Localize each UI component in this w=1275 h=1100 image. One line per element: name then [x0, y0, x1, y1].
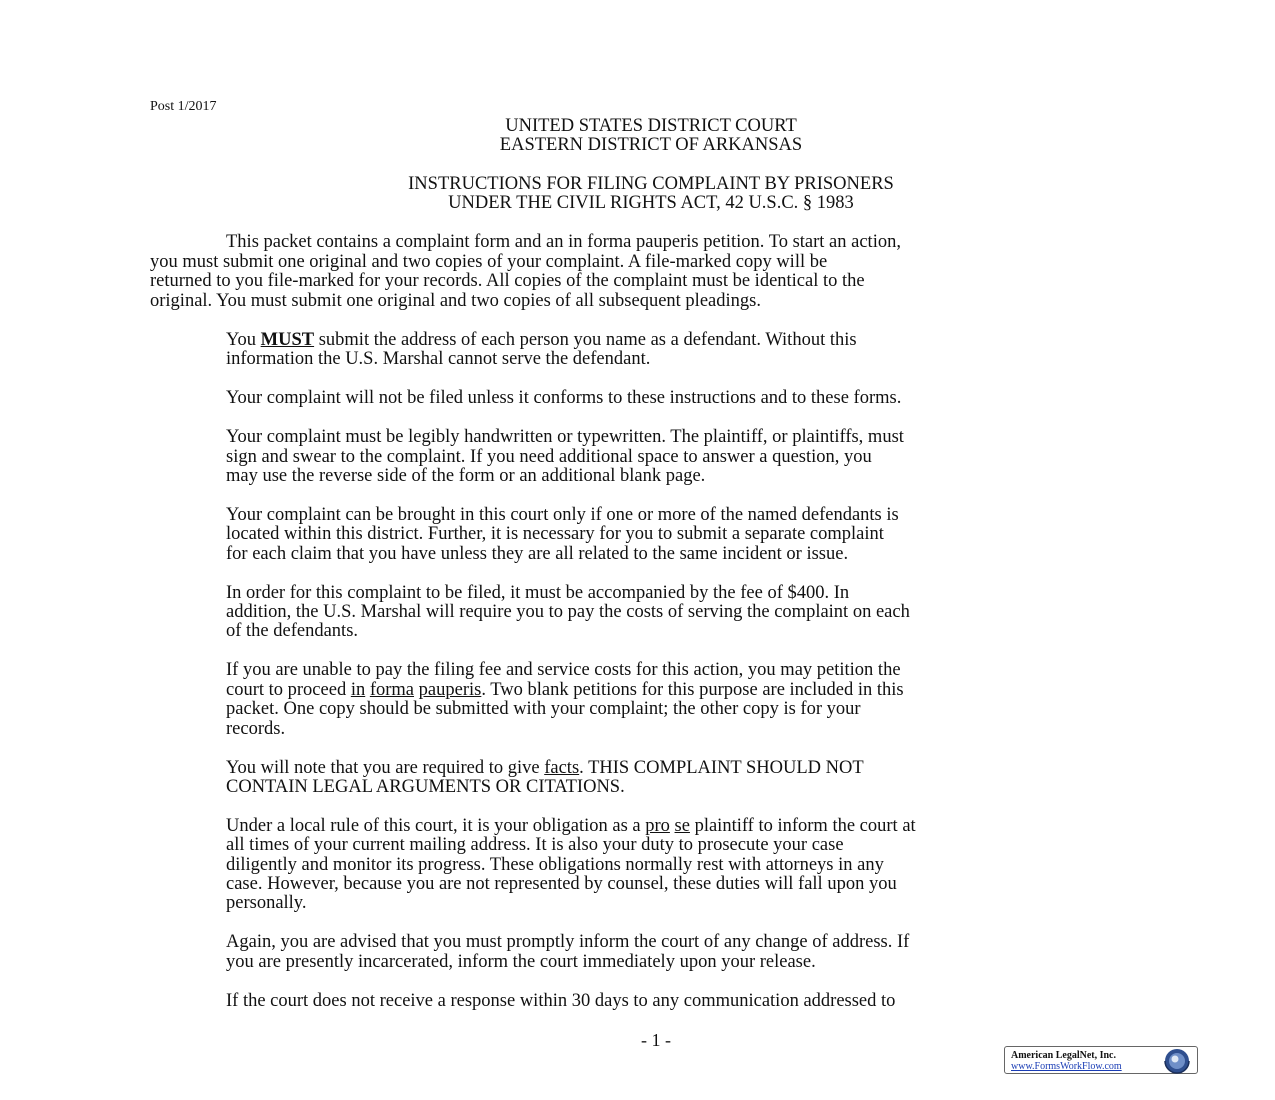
intro-line: This packet contains a complaint form and an in forma pauperis petition. To start an action,	[226, 232, 901, 252]
text-run: You	[226, 330, 261, 350]
paragraph-line: Your complaint must be legibly handwritten or typewritten. The plaintiff, or plaintiffs, must	[226, 427, 904, 447]
publisher-name: American LegalNet, Inc.	[1011, 1050, 1116, 1061]
emphasis-must: MUST	[260, 330, 315, 350]
text-run: submit the address of each person you name as a defendant. Without this	[314, 330, 857, 350]
text-run: plaintiff to inform the court at	[689, 816, 916, 836]
court-name: UNITED STATES DISTRICT COURT	[505, 116, 797, 136]
underlined-term: pauperis	[418, 680, 482, 700]
paragraph-line: If you are unable to pay the filing fee and service costs for this action, you may petition the	[226, 660, 901, 680]
paragraph-pro-se	[226, 817, 916, 837]
underlined-term: pro	[645, 816, 670, 836]
intro-line: returned to you file-marked for your records. All copies of the complaint must be identical to the	[150, 271, 865, 291]
text-run: . Two blank petitions for this purpose are included in this	[481, 680, 904, 700]
publisher-link[interactable]: www.FormsWorkFlow.com	[1011, 1061, 1122, 1072]
underlined-term: in	[350, 680, 366, 700]
paragraph-line: In order for this complaint to be filed, it must be accompanied by the fee of $400. In	[226, 583, 850, 603]
post-date: Post 1/2017	[150, 99, 217, 114]
text-run: You will note that you are required to give	[226, 758, 545, 778]
paragraph-line: diligently and monitor its progress. These obligations normally rest with attorneys in any	[226, 855, 884, 875]
intro-line: original. You must submit one original and two copies of all subsequent pleadings.	[150, 291, 761, 311]
paragraph-facts	[226, 759, 864, 779]
paragraph-line: If the court does not receive a response within 30 days to any communication addressed to	[226, 991, 896, 1011]
paragraph-defendant-address	[226, 331, 857, 351]
underlined-term: facts	[544, 758, 580, 778]
paragraph-line: Again, you are advised that you must promptly inform the court of any change of address. If	[226, 932, 910, 952]
paragraph-line: personally.	[226, 893, 307, 913]
text-run: Under a local rule of this court, it is your obligation as a	[226, 816, 646, 836]
paragraph-conform: Your complaint will not be filed unless it conforms to these instructions and to these forms.	[226, 388, 902, 408]
document-title-line2: UNDER THE CIVIL RIGHTS ACT, 42 U.S.C. § 1983	[448, 193, 854, 213]
paragraph-ifp	[226, 681, 904, 701]
paragraph-line: case. However, because you are not represented by counsel, these duties will fall upon you	[226, 874, 897, 894]
paragraph-line: of the defendants.	[226, 621, 359, 641]
paragraph-line: located within this district. Further, it is necessary for you to submit a separate complaint	[226, 524, 884, 544]
publisher-badge[interactable]	[1004, 1046, 1198, 1074]
text-run: court to proceed	[226, 680, 351, 700]
paragraph-line: all times of your current mailing address. It is also your duty to prosecute your case	[226, 835, 844, 855]
paragraph-line: may use the reverse side of the form or an additional blank page.	[226, 466, 706, 486]
text-run: . THIS COMPLAINT SHOULD NOT	[579, 758, 864, 778]
document-title-line1: INSTRUCTIONS FOR FILING COMPLAINT BY PRISONERS	[408, 174, 894, 194]
paragraph-line: information the U.S. Marshal cannot serve the defendant.	[226, 349, 651, 369]
paragraph-line: records.	[226, 719, 286, 739]
globe-logo-icon	[1159, 1047, 1195, 1075]
page-number: - 1 -	[641, 1030, 671, 1050]
paragraph-line: you are presently incarcerated, inform the court immediately upon your release.	[226, 952, 816, 972]
paragraph-line: Your complaint can be brought in this court only if one or more of the named defendants is	[226, 505, 899, 525]
paragraph-line: CONTAIN LEGAL ARGUMENTS OR CITATIONS.	[226, 777, 625, 797]
paragraph-line: packet. One copy should be submitted with your complaint; the other copy is for your	[226, 699, 861, 719]
underlined-term: se	[674, 816, 690, 836]
court-district: EASTERN DISTRICT OF ARKANSAS	[499, 135, 803, 155]
paragraph-line: for each claim that you have unless they are all related to the same incident or issue.	[226, 544, 849, 564]
paragraph-line: sign and swear to the complaint. If you need additional space to answer a question, you	[226, 447, 872, 467]
intro-line: you must submit one original and two copies of your complaint. A file-marked copy will be	[150, 252, 828, 272]
underlined-term: forma	[369, 680, 415, 700]
paragraph-line: addition, the U.S. Marshal will require you to pay the costs of serving the complaint on each	[226, 602, 910, 622]
